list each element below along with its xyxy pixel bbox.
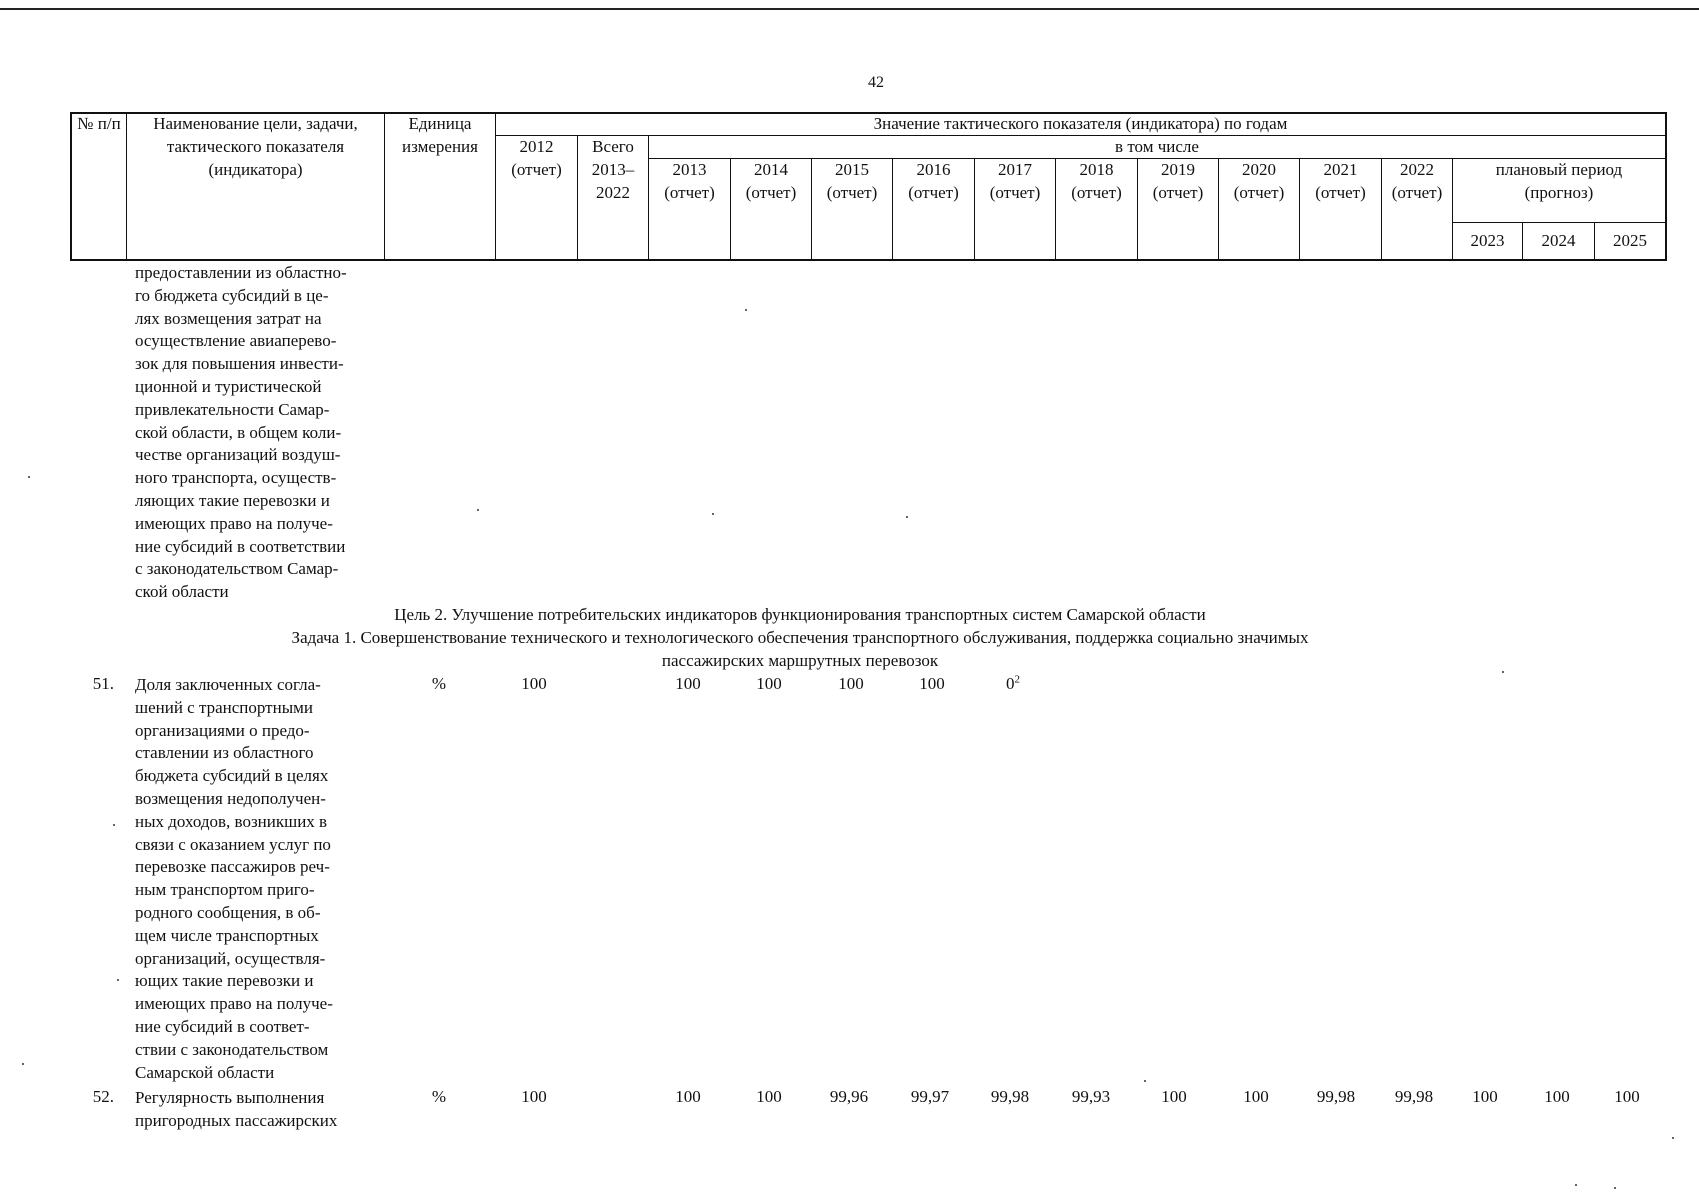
- header-year-2025: 2025: [1613, 231, 1647, 250]
- goal-heading: Цель 2. Улучшение потребительских индикаторов функционирования транспортных систем Самарской области: [394, 605, 1206, 624]
- indicator-text: Регулярность выполнения пригородных пассажирских: [135, 1088, 338, 1130]
- continuation-text: предоставлении из областно- го бюджета субсидий в це- лях возмещения затрат на осуществление авиаперево- зок для повышения инвести- ционной и туристической привлекательности Самар- ской области, в общем коли- честве организаций воздуш- ного транспорта, осуществ- ляющих такие перевозки и имеющих право на получе- ние субсидий в соответствии с законодательством Самар- ской области: [135, 263, 347, 602]
- footnote-marker: 2: [1014, 673, 1020, 686]
- value-2016: 99,97: [910, 1087, 950, 1106]
- value-2017: $0^2$: [1006, 673, 1020, 693]
- scan-speck: [22, 1063, 24, 1065]
- header-year-2014: 2014 (отчет): [745, 160, 797, 202]
- header-col-values: Значение тактического показателя (индикатора) по годам: [873, 114, 1288, 133]
- value-2013: 100: [675, 1087, 701, 1106]
- header-year-2015: 2015 (отчет): [826, 160, 878, 202]
- header-year-2022: 2022 (отчет): [1391, 160, 1443, 202]
- scan-speck: [113, 824, 115, 826]
- header-col-2012: 2012 (отчет): [511, 137, 562, 179]
- scan-speck: [1672, 1137, 1674, 1139]
- value-2013: 100: [675, 674, 701, 693]
- value-2014: 100: [756, 674, 782, 693]
- header-year-2016: 2016 (отчет): [908, 160, 959, 202]
- scan-speck: [117, 979, 119, 981]
- header-year-2023: 2023: [1470, 231, 1505, 250]
- scan-speck: [1575, 1184, 1577, 1186]
- value-2017: 99,98: [990, 1087, 1030, 1106]
- header-year-2013: 2013 (отчет): [664, 160, 715, 202]
- value-2021: 99,98: [1316, 1087, 1356, 1106]
- header-col-num: № п/п: [77, 114, 121, 133]
- value-2016: 100: [919, 674, 945, 693]
- indicator-text: Доля заключенных согла- шений с транспортными организациями о предо- ставлении из областного бюджета субсидий в целях возмещения недополучен- ных доходов, возникших в связи с оказанием услуг по перевозке пассажиров реч- ным транспортом приго- родного сообщения, в об- щем числе транспортных организаций, осуществля- ющих такие перевозки и имеющих право на получе- ние субсидий в соответ- ствии с законодательством Самарской области: [135, 675, 333, 1082]
- value-2012: 100: [521, 674, 547, 693]
- scan-speck: [477, 509, 479, 511]
- scan-speck: [745, 309, 747, 311]
- value-2015: 99,96: [829, 1087, 869, 1106]
- scan-speck: [28, 476, 30, 478]
- scan-speck: [712, 513, 714, 515]
- value-2014: 100: [756, 1087, 782, 1106]
- scan-speck: [1614, 1187, 1616, 1189]
- unit-cell: %: [431, 1087, 447, 1106]
- header-year-2021: 2021 (отчет): [1315, 160, 1366, 202]
- scan-speck: [1144, 1080, 1146, 1082]
- scan-speck: [1502, 671, 1504, 673]
- header-col-name: Наименование цели, задачи, тактического показателя (индикатора): [153, 114, 358, 179]
- value-2022: 99,98: [1394, 1087, 1434, 1106]
- header-col-unit: Единица измерения: [402, 114, 478, 156]
- value-2025: 100: [1614, 1087, 1640, 1106]
- task-heading-line2: пассажирских маршрутных перевозок: [661, 651, 939, 670]
- row-number: 52.: [92, 1087, 114, 1106]
- header-plan-period: плановый период (прогноз): [1495, 160, 1623, 202]
- value-2020: 100: [1243, 1087, 1269, 1106]
- value-2024: 100: [1544, 1087, 1570, 1106]
- page-number: 42: [868, 74, 884, 91]
- value-2019: 100: [1161, 1087, 1187, 1106]
- value-2023: 100: [1472, 1087, 1498, 1106]
- scan-speck: [906, 516, 908, 518]
- header-col-total: Всего 2013– 2022: [591, 137, 635, 202]
- header-year-2019: 2019 (отчет): [1152, 160, 1204, 202]
- unit-cell: %: [431, 674, 447, 693]
- value-2012: 100: [521, 1087, 547, 1106]
- header-col-including: в том числе: [1115, 137, 1199, 156]
- task-heading-line1: Задача 1. Совершенствование технического и технологического обеспечения транспортного обслуживания, поддержка социально значимых: [291, 628, 1309, 647]
- header-year-2017: 2017 (отчет): [989, 160, 1041, 202]
- header-year-2020: 2020 (отчет): [1233, 160, 1285, 202]
- header-year-2018: 2018 (отчет): [1071, 160, 1122, 202]
- header-year-2024: 2024: [1541, 231, 1576, 250]
- row-number: 51.: [92, 674, 114, 693]
- value-2015: 100: [838, 674, 864, 693]
- value-2018: 99,93: [1071, 1087, 1111, 1106]
